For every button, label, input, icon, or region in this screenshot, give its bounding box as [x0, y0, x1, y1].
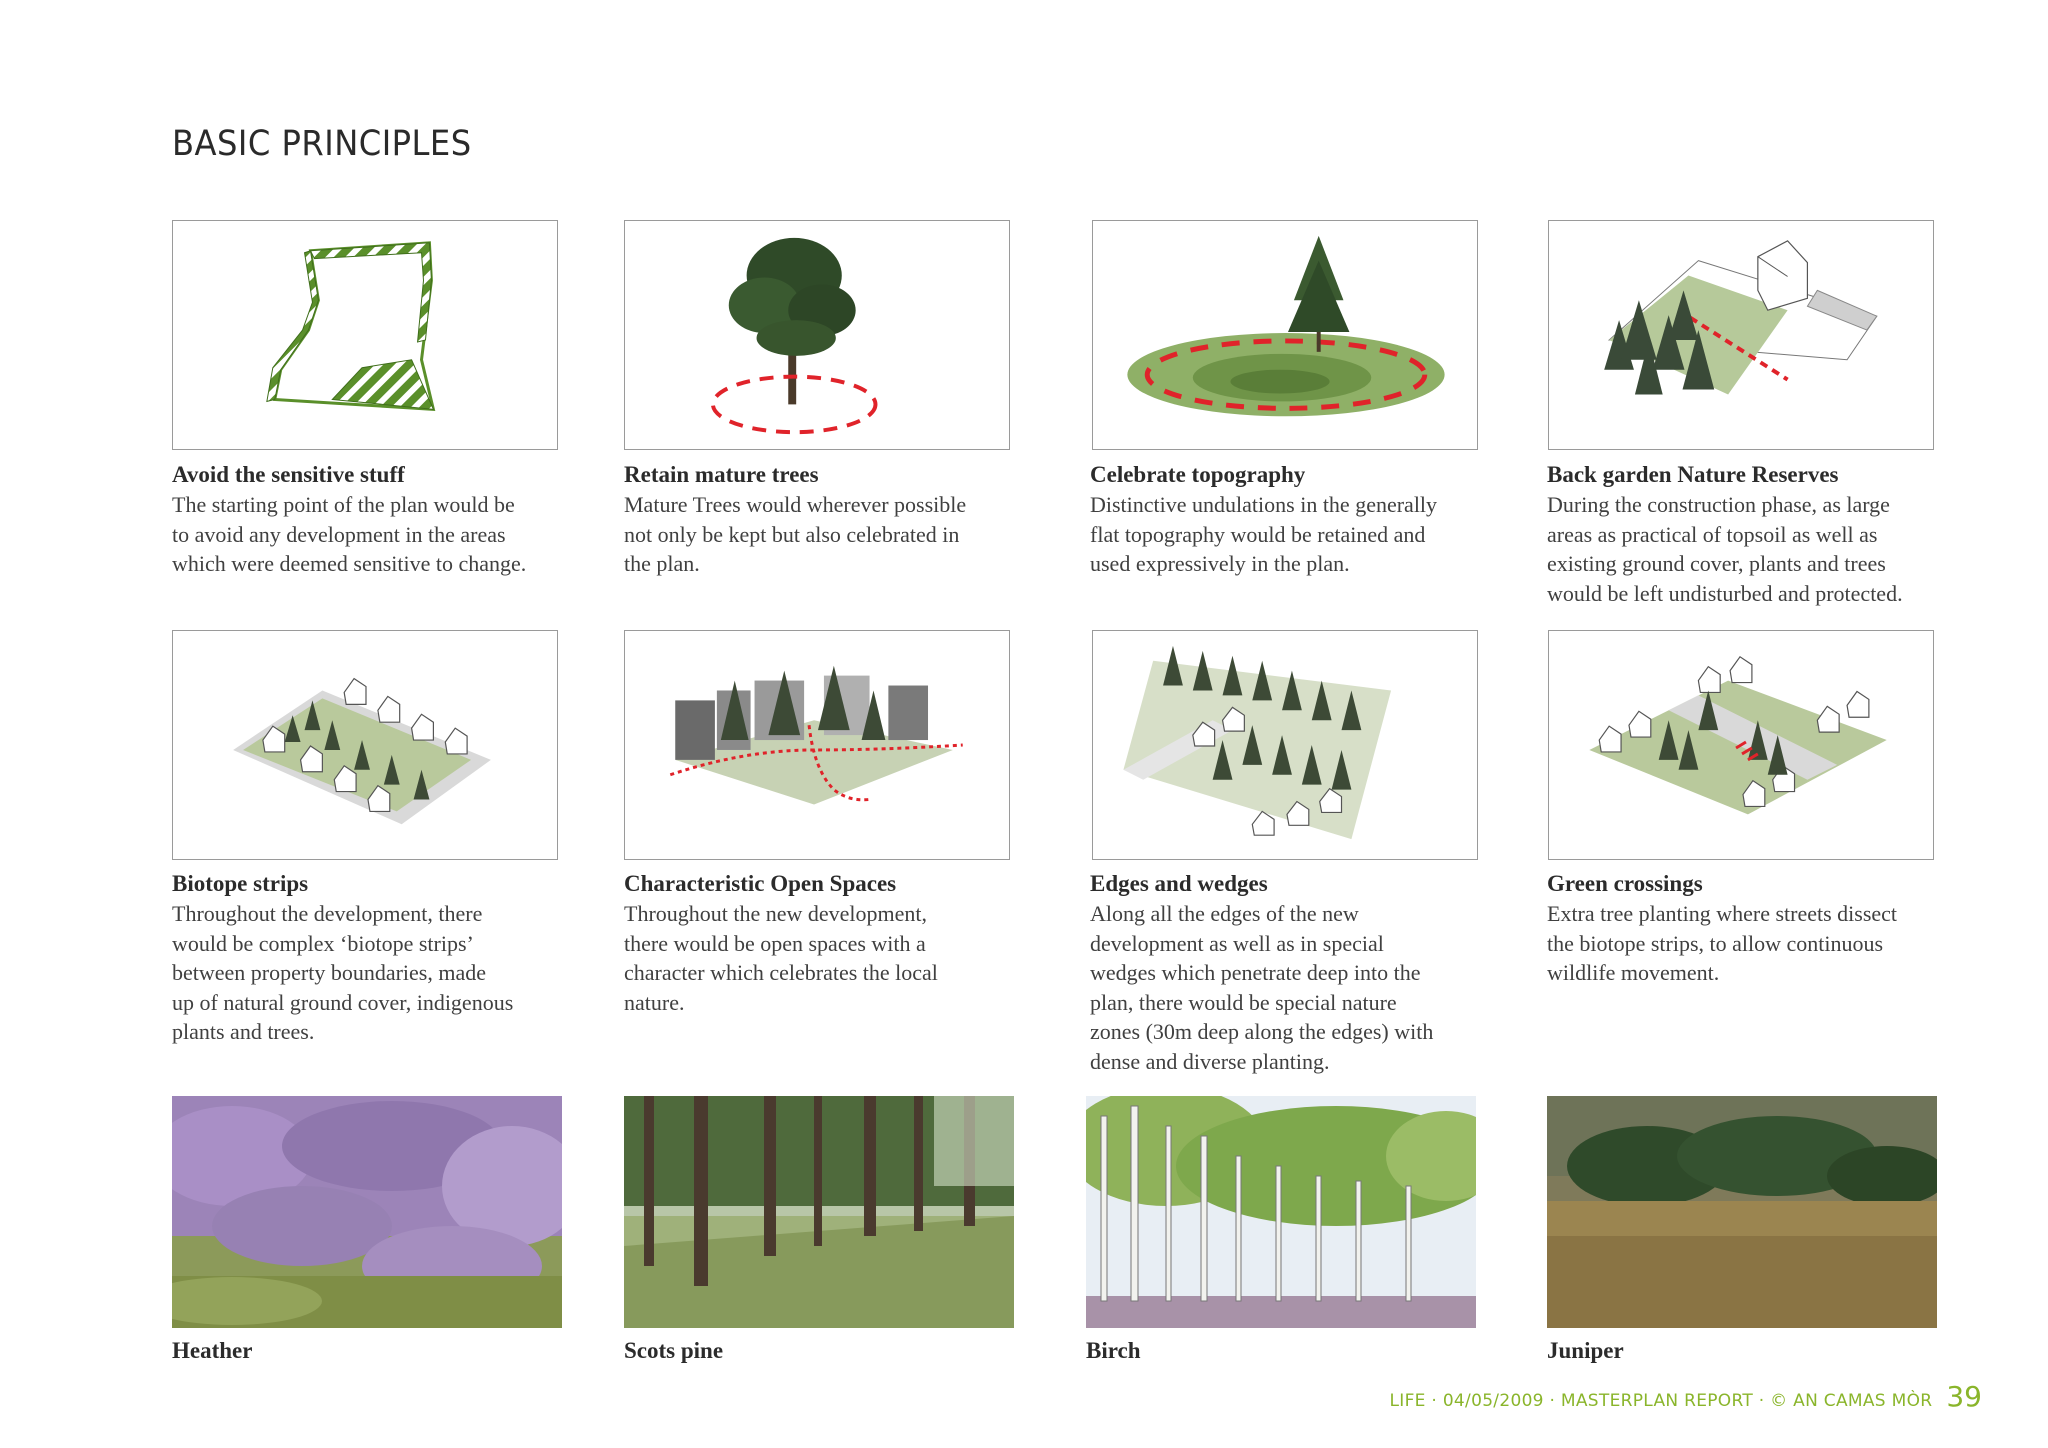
birch-image [1086, 1096, 1476, 1328]
diagram-green-crossings [1548, 630, 1934, 860]
description-line: used expressively in the plan. [1090, 551, 1350, 576]
principle-description [1547, 490, 1957, 608]
photo-label: Birch [1086, 1338, 1141, 1363]
description-line: which were deemed sensitive to change. [172, 551, 527, 576]
diagram-avoid-sensitive [172, 220, 558, 450]
page-title: BASIC PRINCIPLES [172, 124, 472, 164]
description-line: would be complex ‘biotope strips’ [172, 930, 474, 956]
description-line: wedges which penetrate deep into the [1090, 960, 1421, 985]
description-line: Throughout the new development, [624, 901, 928, 926]
description-line: to avoid any development in the areas [172, 521, 506, 547]
description-line: not only be kept but also celebrated in [624, 521, 960, 547]
description-line: plan, there would be special nature [1090, 989, 1397, 1015]
diagram-back-garden [1548, 220, 1934, 450]
principle-title: Retain mature trees [624, 462, 819, 487]
description-line: zones (30m deep along the edges) with [1090, 1019, 1434, 1044]
diagram-biotope-strips [172, 630, 558, 860]
edges-wedges-icon [1093, 631, 1477, 859]
principle-title: Green crossings [1547, 871, 1703, 896]
description-line: nature. [624, 989, 685, 1015]
diagram-open-spaces [624, 630, 1010, 860]
principle-description [1090, 899, 1500, 1076]
description-line: Throughout the development, there [172, 901, 483, 926]
description-line: between property boundaries, made [172, 960, 486, 985]
principle-description [624, 490, 1034, 579]
juniper-photo [1547, 1096, 1937, 1328]
birch-photo [1086, 1096, 1476, 1328]
principle-description [624, 899, 1034, 1017]
description-line: During the construction phase, as large [1547, 492, 1890, 517]
description-line: flat topography would be retained and [1090, 521, 1426, 547]
biotope-strips-icon [173, 631, 557, 859]
open-spaces-icon [625, 631, 1009, 859]
description-line: Mature Trees would wherever possible [624, 492, 967, 517]
principle-title: Back garden Nature Reserves [1547, 462, 1839, 487]
heather-image [172, 1096, 562, 1328]
description-line: wildlife movement. [1547, 960, 1720, 985]
description-line: the plan. [624, 551, 700, 576]
description-line: there would be open spaces with a [624, 930, 926, 956]
diagram-edges-wedges [1092, 630, 1478, 860]
description-line: The starting point of the plan would be [172, 492, 515, 517]
description-line: character which celebrates the local [624, 960, 938, 985]
diagram-topography [1092, 220, 1478, 450]
description-line: Extra tree planting where streets dissect [1547, 901, 1898, 926]
description-line: would be left undisturbed and protected. [1547, 580, 1903, 606]
description-line: Along all the edges of the new [1090, 901, 1359, 926]
description-line: development as well as in special [1090, 930, 1384, 956]
principle-description [1547, 899, 1957, 988]
principle-description [172, 490, 582, 579]
description-line: dense and diverse planting. [1090, 1048, 1330, 1074]
photo-label: Heather [172, 1338, 253, 1363]
juniper-image [1547, 1096, 1937, 1328]
description-line: existing ground cover, plants and trees [1547, 551, 1886, 576]
principle-title: Biotope strips [172, 871, 309, 896]
description-line: Distinctive undulations in the generally [1090, 492, 1438, 517]
principle-title: Characteristic Open Spaces [624, 871, 897, 896]
description-line: plants and trees. [172, 1019, 315, 1044]
footer-text: LIFE · 04/05/2009 · MASTERPLAN REPORT · © AN CAMAS MÒR [1389, 1391, 1933, 1411]
photo-label: Juniper [1547, 1338, 1624, 1363]
diagram-retain-trees [624, 220, 1010, 450]
description-line: areas as practical of topsoil as well as [1547, 521, 1878, 547]
mature-tree-icon [625, 221, 1009, 449]
scots-pine-image [624, 1096, 1014, 1328]
photo-label: Scots pine [624, 1338, 724, 1363]
topography-icon [1093, 221, 1477, 449]
back-garden-icon [1549, 221, 1933, 449]
principle-title: Celebrate topography [1090, 462, 1306, 487]
principle-title: Edges and wedges [1090, 871, 1268, 896]
page-footer [1390, 1380, 1983, 1413]
sensitive-area-icon [173, 221, 557, 449]
principle-description [1090, 490, 1500, 579]
green-crossings-icon [1549, 631, 1933, 859]
scots-pine-photo [624, 1096, 1014, 1328]
description-line: up of natural ground cover, indigenous [172, 989, 514, 1015]
principle-title: Avoid the sensitive stuff [172, 462, 405, 487]
heather-photo [172, 1096, 562, 1328]
principle-description [172, 899, 582, 1047]
description-line: the biotope strips, to allow continuous [1547, 930, 1884, 956]
page-number: 39 [1946, 1380, 1982, 1413]
